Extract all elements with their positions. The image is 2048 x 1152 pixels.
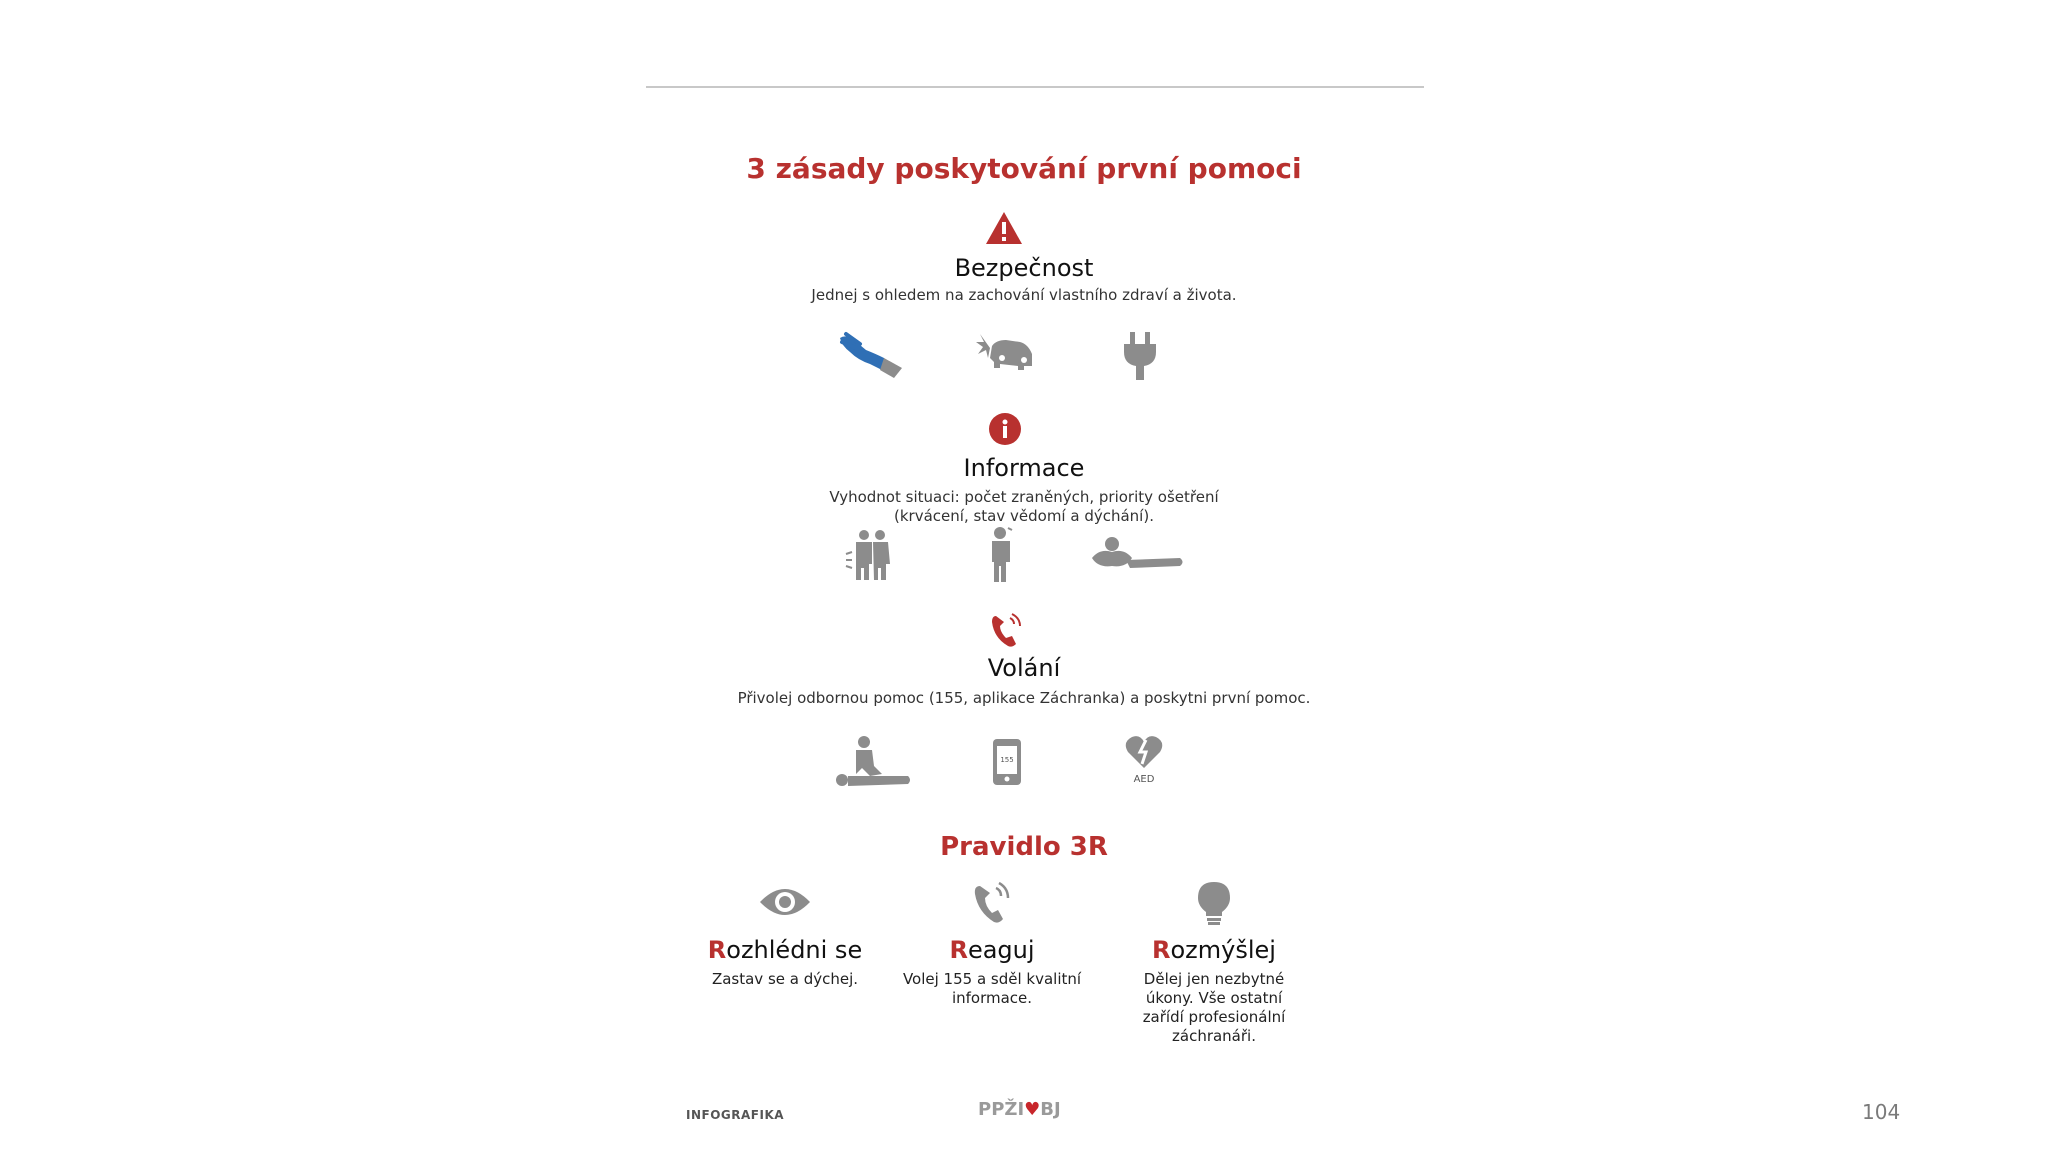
desc-line: Volej 155 a sděl kvalitní (902, 970, 1082, 988)
mobile-phone-label: 155 (1000, 756, 1014, 764)
cpr-icon (834, 734, 912, 790)
rule3r-heading-rest: ozmýšlej (1170, 936, 1276, 964)
section-desc-information-line1: Vyhodnot situaci: počet zraněných, priority ošetření (829, 488, 1219, 506)
page-number: 104 (1862, 1100, 1901, 1124)
section-heading-safety: Bezpečnost (954, 254, 1094, 282)
rule3r-heading-rest: eaguj (967, 936, 1035, 964)
standing-person-icon (986, 526, 1016, 584)
desc-line: Zastav se a dýchej. (711, 970, 859, 988)
logo-text-c: BJ (1040, 1099, 1061, 1120)
section-heading-calling: Volání (987, 654, 1061, 682)
rule3r-item-think (1104, 936, 1324, 1046)
aed-heart-icon (1124, 734, 1164, 770)
rule3r-initial: R (707, 936, 727, 964)
rule3r-item-heading (1104, 936, 1324, 964)
desc-line: Dělej jen nezbytné (1143, 970, 1285, 988)
rule3r-item-desc (675, 970, 895, 989)
rule3r-item-heading (882, 936, 1102, 964)
rule3r-item-look (675, 936, 895, 989)
section-desc-safety: Jednej s ohledem na zachování vlastního zdraví a života. (811, 286, 1237, 304)
rule3r-item-desc (882, 970, 1102, 1008)
rule3r-item-desc (1104, 970, 1324, 1046)
glove-icon (836, 330, 906, 380)
desc-line: úkony. Vše ostatní (1145, 989, 1283, 1007)
aed-label: AED (1133, 774, 1155, 785)
heart-icon: ♥ (1024, 1099, 1041, 1120)
phone-icon (972, 880, 1012, 924)
logo-text-b: ŽI (1004, 1099, 1025, 1120)
warning-icon (984, 210, 1024, 246)
footer-infographic-label: INFOGRAFIKA (686, 1108, 785, 1122)
rule3r-heading-rest: ozhlédni se (726, 936, 863, 964)
electric-plug-icon (1120, 330, 1160, 382)
rule3r-initial: R (1152, 936, 1171, 964)
lightbulb-icon (1196, 880, 1232, 928)
desc-line: informace. (951, 989, 1033, 1007)
logo-text-a: PP (978, 1099, 1005, 1120)
rule3r-item-heading (675, 936, 895, 964)
page-title: 3 zásady poskytování první pomoci (746, 152, 1302, 185)
section-desc-information-line2: (krvácení, stav vědomí a dýchání). (894, 507, 1154, 525)
lying-person-icon (1090, 534, 1186, 578)
desc-line: záchranáři. (1172, 1027, 1256, 1045)
rule3r-title: Pravidlo 3R (940, 832, 1108, 862)
rule3r-initial: R (949, 936, 968, 964)
top-divider (646, 86, 1424, 88)
section-desc-calling: Přivolej odbornou pomoc (155, aplikace Záchranka) a poskytni první pomoc. (737, 689, 1311, 707)
info-icon (988, 412, 1022, 446)
footer-logo (978, 1099, 1061, 1120)
rule3r-item-react (882, 936, 1102, 1008)
phone-call-icon (990, 612, 1022, 648)
desc-line: zařídí profesionální (1142, 1008, 1286, 1026)
injured-people-icon (844, 528, 896, 582)
car-crash-icon (974, 330, 1036, 380)
section-heading-information: Informace (963, 454, 1085, 482)
eye-icon (758, 884, 812, 920)
